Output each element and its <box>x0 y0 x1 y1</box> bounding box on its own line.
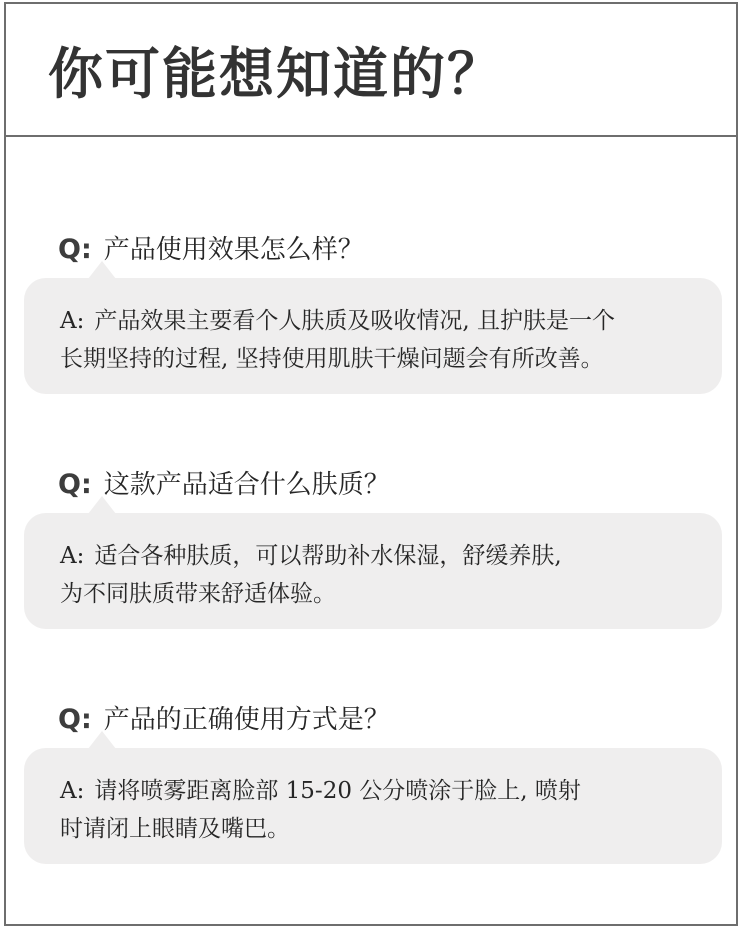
answer-bubble <box>24 513 722 629</box>
answer-line: 为不同肤质带来舒适体验。 <box>60 581 336 607</box>
question-prefix: Q: <box>58 234 92 265</box>
question-prefix: Q: <box>58 704 92 735</box>
question-text: 产品使用效果怎么样？ <box>103 235 364 265</box>
faq-item <box>6 230 736 400</box>
answer-text: 适合各种肤质，可以帮助补水保湿，舒缓养肤, <box>94 543 562 569</box>
answer-line: 长期坚持的过程, 坚持使用肌肤干燥问题会有所改善。 <box>60 346 604 372</box>
answer-line: 时请闭上眼睛及嘴巴。 <box>60 816 290 842</box>
answer-text: 请将喷雾距离脸部 15-20 公分喷涂于脸上, 喷射 <box>94 778 581 804</box>
answer-bubble <box>24 278 722 394</box>
page-title: 你可能想知道的？ <box>48 42 505 106</box>
header <box>6 4 736 137</box>
answer-line <box>60 537 702 575</box>
answer-prefix: A: <box>60 778 85 804</box>
faq-item <box>6 465 736 635</box>
faq-item <box>6 700 736 870</box>
answer-text: 产品效果主要看个人肤质及吸收情况, 且护肤是一个 <box>94 308 615 334</box>
question-text: 这款产品适合什么肤质？ <box>103 470 390 500</box>
question-text: 产品的正确使用方式是？ <box>103 705 390 735</box>
answer-prefix: A: <box>60 543 85 569</box>
question-prefix: Q: <box>58 469 92 500</box>
answer-line <box>60 772 702 810</box>
answer-prefix: A: <box>60 308 85 334</box>
answer-line <box>60 302 702 340</box>
faq-frame <box>4 2 738 926</box>
answer-bubble <box>24 748 722 864</box>
